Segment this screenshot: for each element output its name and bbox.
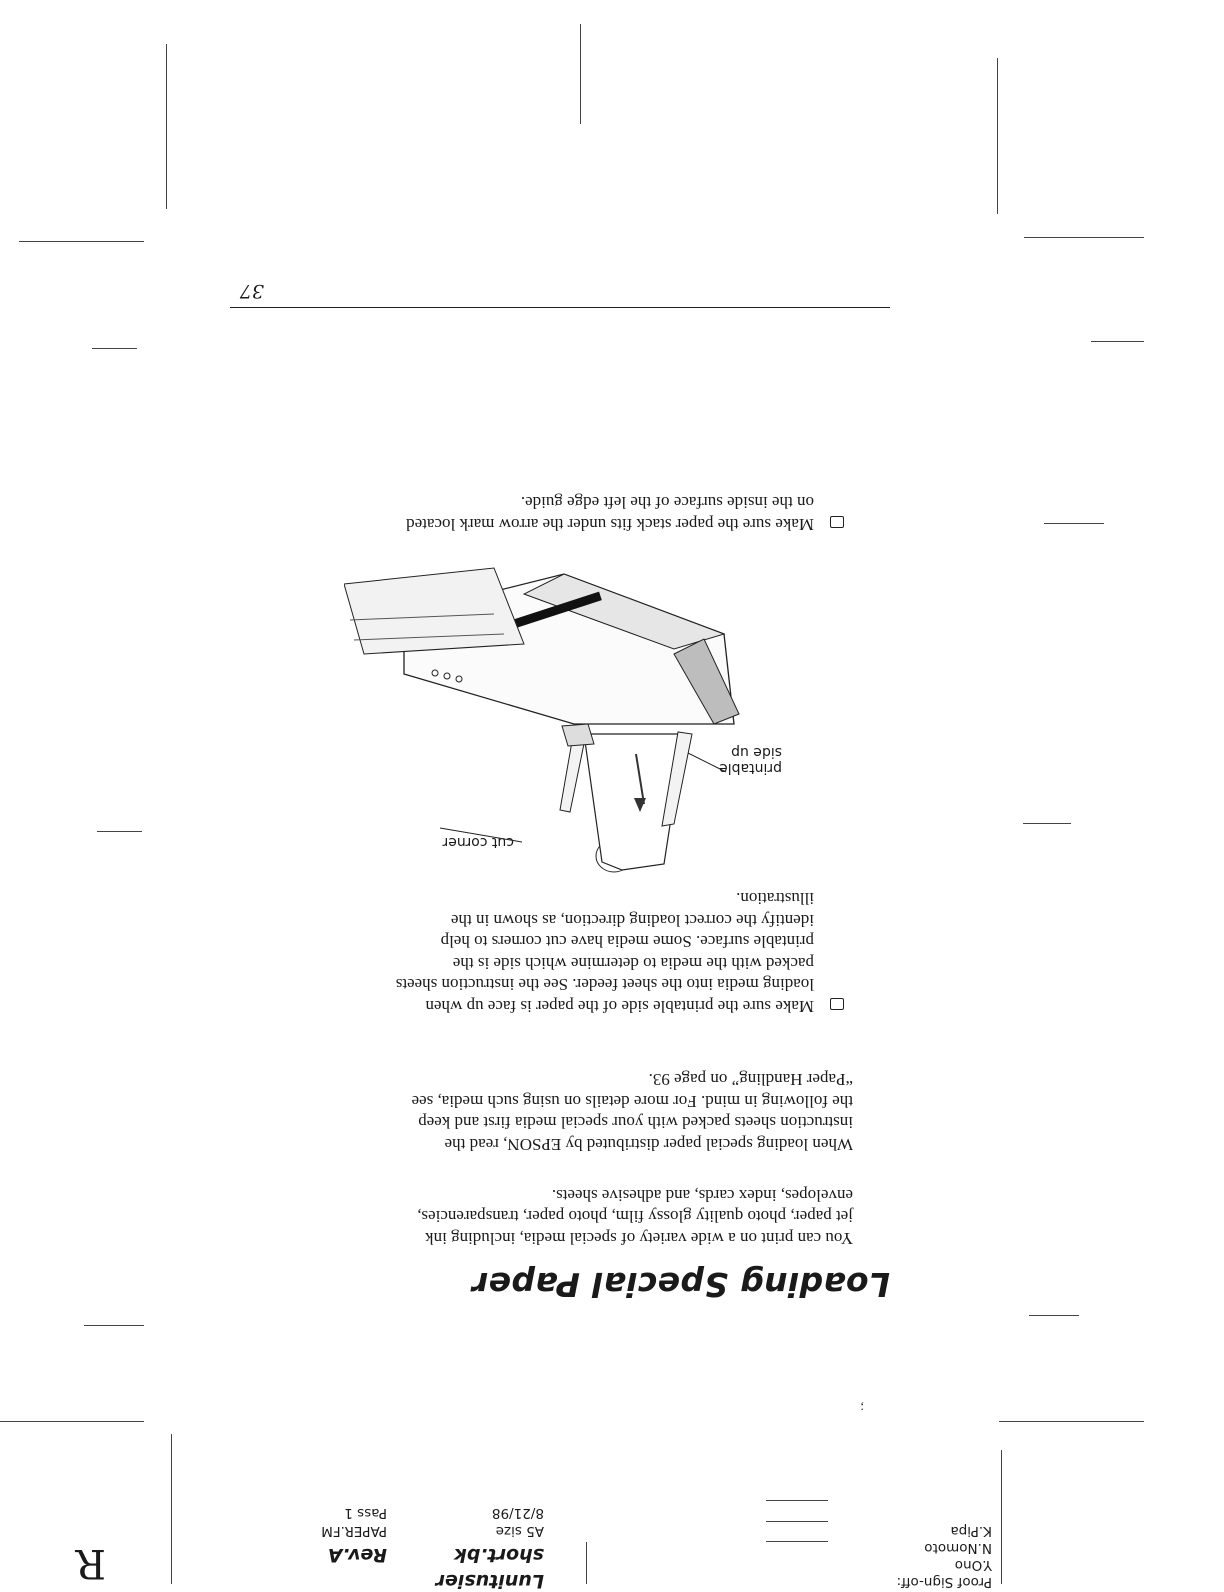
text-line: Make sure the paper stack fits under the arrow mark located <box>406 515 814 534</box>
text-line: on the inside surface of the left edge guide. <box>520 493 814 513</box>
crop-mark <box>97 831 142 832</box>
text-line: printable surface. Some media have cut corners to help <box>440 932 814 952</box>
crop-mark <box>1024 237 1144 238</box>
page-number: 37 <box>239 280 264 302</box>
text-line: When loading special paper distributed by EPSON, read the <box>444 1135 853 1154</box>
text-line: identify the correct loading direction, as shown in the <box>450 911 814 930</box>
header-divider <box>586 1542 587 1584</box>
cut-corner-label: cut corner <box>442 834 514 850</box>
chapter-file: PAPER.FM <box>321 1523 387 1539</box>
crop-mark <box>1023 823 1071 824</box>
printer-foot <box>562 724 594 746</box>
signoff-name: N.Nomoto <box>924 1540 992 1556</box>
crop-mark <box>1029 1315 1079 1316</box>
output-tray <box>344 568 524 654</box>
text-line: instruction sheets packed with your special media first and keep <box>418 1113 853 1133</box>
crop-mark <box>92 348 137 349</box>
printer-illustration <box>344 564 824 884</box>
label-line: printable <box>719 760 782 776</box>
bullet-paragraph <box>194 492 814 535</box>
text-line: Make sure the printable side of the paper is face up when <box>425 997 814 1016</box>
text-line: “Paper Handling” on page 93. <box>648 1070 853 1090</box>
crop-mark <box>1091 341 1144 342</box>
crop-mark <box>1044 523 1104 524</box>
print-date: 8/21/98 <box>491 1505 544 1521</box>
product-name: Lunitusier <box>435 1570 544 1592</box>
signoff-name: K.Pipa <box>950 1523 992 1539</box>
header-divider <box>1001 1450 1002 1584</box>
text-line: packed with the media to determine which side is the <box>452 954 814 973</box>
revision: Rev.A <box>327 1544 387 1566</box>
text-line: the following in mind. For more details on using such media, see <box>411 1092 853 1111</box>
crop-mark <box>999 1421 1144 1422</box>
label-line: side up <box>731 744 782 760</box>
epson-paragraph <box>213 1069 853 1155</box>
crop-mark <box>0 1421 144 1422</box>
bullet-paragraph <box>194 888 814 1017</box>
section-title: Loading Special Paper <box>471 1265 890 1304</box>
corner-mark: R <box>75 1540 106 1586</box>
crop-mark <box>580 24 581 124</box>
proof-pass: Pass 1 <box>344 1505 387 1521</box>
signoff-line <box>766 1541 828 1542</box>
footer-rule <box>230 307 890 308</box>
text-line: illustration. <box>736 889 814 909</box>
crop-mark <box>166 44 167 209</box>
cut-corner-leader <box>440 828 522 842</box>
stray-mark: ; <box>860 1401 864 1416</box>
text-line: jet paper, photo quality glossy film, photo paper, transparencies, <box>417 1207 853 1227</box>
proof-signoff <box>842 1522 992 1590</box>
book-file: short.bk <box>454 1544 544 1566</box>
signoff-line <box>766 1521 828 1522</box>
text-line: You can print on a wide variety of special media, including ink <box>425 1229 853 1248</box>
header-divider <box>171 1434 172 1584</box>
crop-mark <box>84 1325 144 1326</box>
signoff-label: Proof Sign-off: <box>896 1574 992 1590</box>
text-line: loading media into the sheet feeder. See the instruction sheets <box>395 975 814 995</box>
bullet-checkbox <box>830 516 844 528</box>
text-line: envelopes, index cards, and adhesive sheets. <box>551 1186 853 1205</box>
bullet-checkbox <box>830 998 844 1010</box>
signoff-line <box>766 1500 828 1501</box>
crop-mark <box>19 241 144 242</box>
page-size: A5 size <box>495 1523 544 1539</box>
crop-mark <box>997 58 998 214</box>
intro-paragraph <box>213 1185 853 1250</box>
signoff-name: Y.Ono <box>954 1557 992 1573</box>
